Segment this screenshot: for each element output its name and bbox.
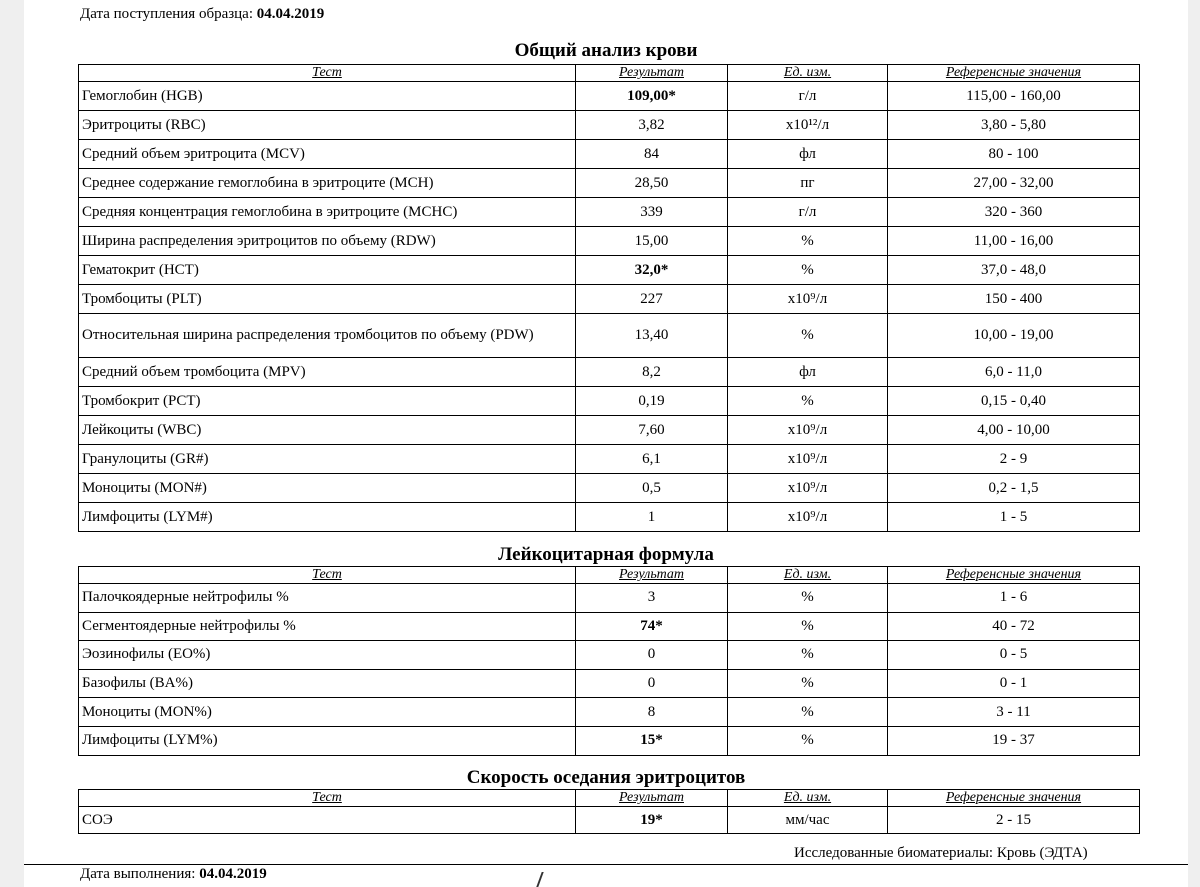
- table-row: [79, 227, 1140, 256]
- cell-result: 8: [576, 698, 728, 727]
- table-row: [79, 612, 1140, 641]
- cell-unit: мм/час: [728, 807, 888, 834]
- table-header-row: [79, 790, 1140, 807]
- column-header-unit: Ед. изм.: [728, 790, 888, 807]
- cell-unit: %: [728, 584, 888, 613]
- cell-unit: пг: [728, 169, 888, 198]
- table-row: [79, 111, 1140, 140]
- cell-result: 28,50: [576, 169, 728, 198]
- section-title: Скорость оседания эритроцитов: [466, 767, 746, 788]
- cell-unit: %: [728, 698, 888, 727]
- table-header-row: [79, 65, 1140, 82]
- table-row: [79, 584, 1140, 613]
- cell-unit: %: [728, 314, 888, 358]
- table-row: [79, 641, 1140, 670]
- cell-unit: x10⁹/л: [728, 445, 888, 474]
- cell-result: 19*: [576, 807, 728, 834]
- cell-result: 1: [576, 503, 728, 532]
- cell-ref: 2 - 15: [888, 807, 1140, 834]
- results-table: [78, 789, 1140, 834]
- scan-edge-right: [1188, 0, 1200, 887]
- cell-test: Базофилы (BA%): [79, 669, 576, 698]
- cell-unit: %: [728, 669, 888, 698]
- cell-test: Среднее содержание гемоглобина в эритроците (MCH): [79, 169, 576, 198]
- cell-ref: 19 - 37: [888, 726, 1140, 755]
- cell-test: Относительная ширина распределения тромбоцитов по объему (PDW): [79, 314, 576, 358]
- column-header-result: Результат: [576, 790, 728, 807]
- table-row: [79, 503, 1140, 532]
- cell-test: Лимфоциты (LYM%): [79, 726, 576, 755]
- cell-unit: x10⁹/л: [728, 285, 888, 314]
- cell-result: 8,2: [576, 358, 728, 387]
- cell-ref: 320 - 360: [888, 198, 1140, 227]
- table-row: [79, 726, 1140, 755]
- table-row: [79, 474, 1140, 503]
- cell-test: Тромбокрит (PCT): [79, 387, 576, 416]
- cell-ref: 0,15 - 0,40: [888, 387, 1140, 416]
- table-row: [79, 698, 1140, 727]
- completed-label: Дата выполнения:: [80, 866, 196, 882]
- column-header-result: Результат: [576, 567, 728, 584]
- sample-received-line: [80, 6, 324, 23]
- cell-ref: 3,80 - 5,80: [888, 111, 1140, 140]
- cell-test: Эозинофилы (EO%): [79, 641, 576, 670]
- cell-unit: x10⁹/л: [728, 503, 888, 532]
- cell-test: Гематокрит (HCT): [79, 256, 576, 285]
- cell-test: Ширина распределения эритроцитов по объему (RDW): [79, 227, 576, 256]
- cell-ref: 80 - 100: [888, 140, 1140, 169]
- column-header-test: Тест: [79, 65, 576, 82]
- cell-ref: 3 - 11: [888, 698, 1140, 727]
- completed-line: [80, 866, 267, 883]
- biomaterial-note: Исследованные биоматериалы: Кровь (ЭДТА): [794, 845, 1088, 861]
- cell-test: Моноциты (MON%): [79, 698, 576, 727]
- cell-result: 32,0*: [576, 256, 728, 285]
- cell-ref: 2 - 9: [888, 445, 1140, 474]
- completed-date: 04.04.2019: [199, 866, 267, 882]
- cell-test: Гемоглобин (HGB): [79, 82, 576, 111]
- sample-received-label: Дата поступления образца:: [80, 6, 254, 22]
- cell-unit: x10⁹/л: [728, 474, 888, 503]
- table-row: [79, 314, 1140, 358]
- cell-ref: 0,2 - 1,5: [888, 474, 1140, 503]
- cell-test: Средний объем эритроцита (MCV): [79, 140, 576, 169]
- cell-ref: 40 - 72: [888, 612, 1140, 641]
- cell-test: СОЭ: [79, 807, 576, 834]
- table-row: [79, 256, 1140, 285]
- cell-unit: x10⁹/л: [728, 416, 888, 445]
- section-title: Общий анализ крови: [514, 40, 698, 61]
- cell-ref: 150 - 400: [888, 285, 1140, 314]
- table-row: [79, 416, 1140, 445]
- cell-unit: %: [728, 387, 888, 416]
- column-header-ref: Референсные значения: [888, 567, 1140, 584]
- cell-result: 109,00*: [576, 82, 728, 111]
- cell-result: 0: [576, 669, 728, 698]
- cell-test: Средняя концентрация гемоглобина в эритроците (MCHC): [79, 198, 576, 227]
- table-row: [79, 82, 1140, 111]
- cell-ref: 11,00 - 16,00: [888, 227, 1140, 256]
- column-header-unit: Ед. изм.: [728, 567, 888, 584]
- cell-result: 227: [576, 285, 728, 314]
- column-header-unit: Ед. изм.: [728, 65, 888, 82]
- cell-result: 7,60: [576, 416, 728, 445]
- cell-result: 6,1: [576, 445, 728, 474]
- cell-ref: 115,00 - 160,00: [888, 82, 1140, 111]
- cell-test: Лимфоциты (LYM#): [79, 503, 576, 532]
- cell-test: Гранулоциты (GR#): [79, 445, 576, 474]
- footer-divider: [24, 864, 1188, 865]
- cell-ref: 1 - 5: [888, 503, 1140, 532]
- table-row: [79, 807, 1140, 834]
- cell-result: 3: [576, 584, 728, 613]
- cell-test: Моноциты (MON#): [79, 474, 576, 503]
- table-row: [79, 669, 1140, 698]
- cell-ref: 1 - 6: [888, 584, 1140, 613]
- cell-result: 0: [576, 641, 728, 670]
- table-row: [79, 445, 1140, 474]
- cell-result: 15*: [576, 726, 728, 755]
- cell-result: 74*: [576, 612, 728, 641]
- table-header-row: [79, 567, 1140, 584]
- cell-result: 15,00: [576, 227, 728, 256]
- table-row: [79, 140, 1140, 169]
- cell-unit: %: [728, 726, 888, 755]
- cell-test: Тромбоциты (PLT): [79, 285, 576, 314]
- cell-ref: 27,00 - 32,00: [888, 169, 1140, 198]
- cell-unit: x10¹²/л: [728, 111, 888, 140]
- cell-result: 0,5: [576, 474, 728, 503]
- cell-ref: 0 - 5: [888, 641, 1140, 670]
- sample-received-date: 04.04.2019: [256, 6, 325, 22]
- results-table: [78, 64, 1140, 532]
- cell-test: Лейкоциты (WBC): [79, 416, 576, 445]
- cell-ref: 37,0 - 48,0: [888, 256, 1140, 285]
- cell-test: Эритроциты (RBC): [79, 111, 576, 140]
- cell-test: Средний объем тромбоцита (MPV): [79, 358, 576, 387]
- cell-unit: %: [728, 641, 888, 670]
- cell-unit: фл: [728, 358, 888, 387]
- column-header-test: Тест: [79, 790, 576, 807]
- cell-test: Сегментоядерные нейтрофилы %: [79, 612, 576, 641]
- cell-unit: г/л: [728, 198, 888, 227]
- column-header-ref: Референсные значения: [888, 790, 1140, 807]
- cell-unit: %: [728, 227, 888, 256]
- cell-ref: 4,00 - 10,00: [888, 416, 1140, 445]
- table-row: [79, 198, 1140, 227]
- table-row: [79, 169, 1140, 198]
- cell-unit: %: [728, 256, 888, 285]
- column-header-result: Результат: [576, 65, 728, 82]
- table-row: [79, 285, 1140, 314]
- cell-ref: 6,0 - 11,0: [888, 358, 1140, 387]
- section-title: Лейкоцитарная формула: [498, 544, 714, 565]
- column-header-test: Тест: [79, 567, 576, 584]
- cell-test: Палочкоядерные нейтрофилы %: [79, 584, 576, 613]
- cell-ref: 0 - 1: [888, 669, 1140, 698]
- cell-result: 0,19: [576, 387, 728, 416]
- cell-unit: фл: [728, 140, 888, 169]
- column-header-ref: Референсные значения: [888, 65, 1140, 82]
- cell-result: 3,82: [576, 111, 728, 140]
- table-row: [79, 358, 1140, 387]
- cell-ref: 10,00 - 19,00: [888, 314, 1140, 358]
- cell-result: 84: [576, 140, 728, 169]
- cell-unit: %: [728, 612, 888, 641]
- table-row: [79, 387, 1140, 416]
- cell-result: 13,40: [576, 314, 728, 358]
- scan-edge-left: [0, 0, 24, 887]
- results-table: [78, 566, 1140, 756]
- cell-unit: г/л: [728, 82, 888, 111]
- cell-result: 339: [576, 198, 728, 227]
